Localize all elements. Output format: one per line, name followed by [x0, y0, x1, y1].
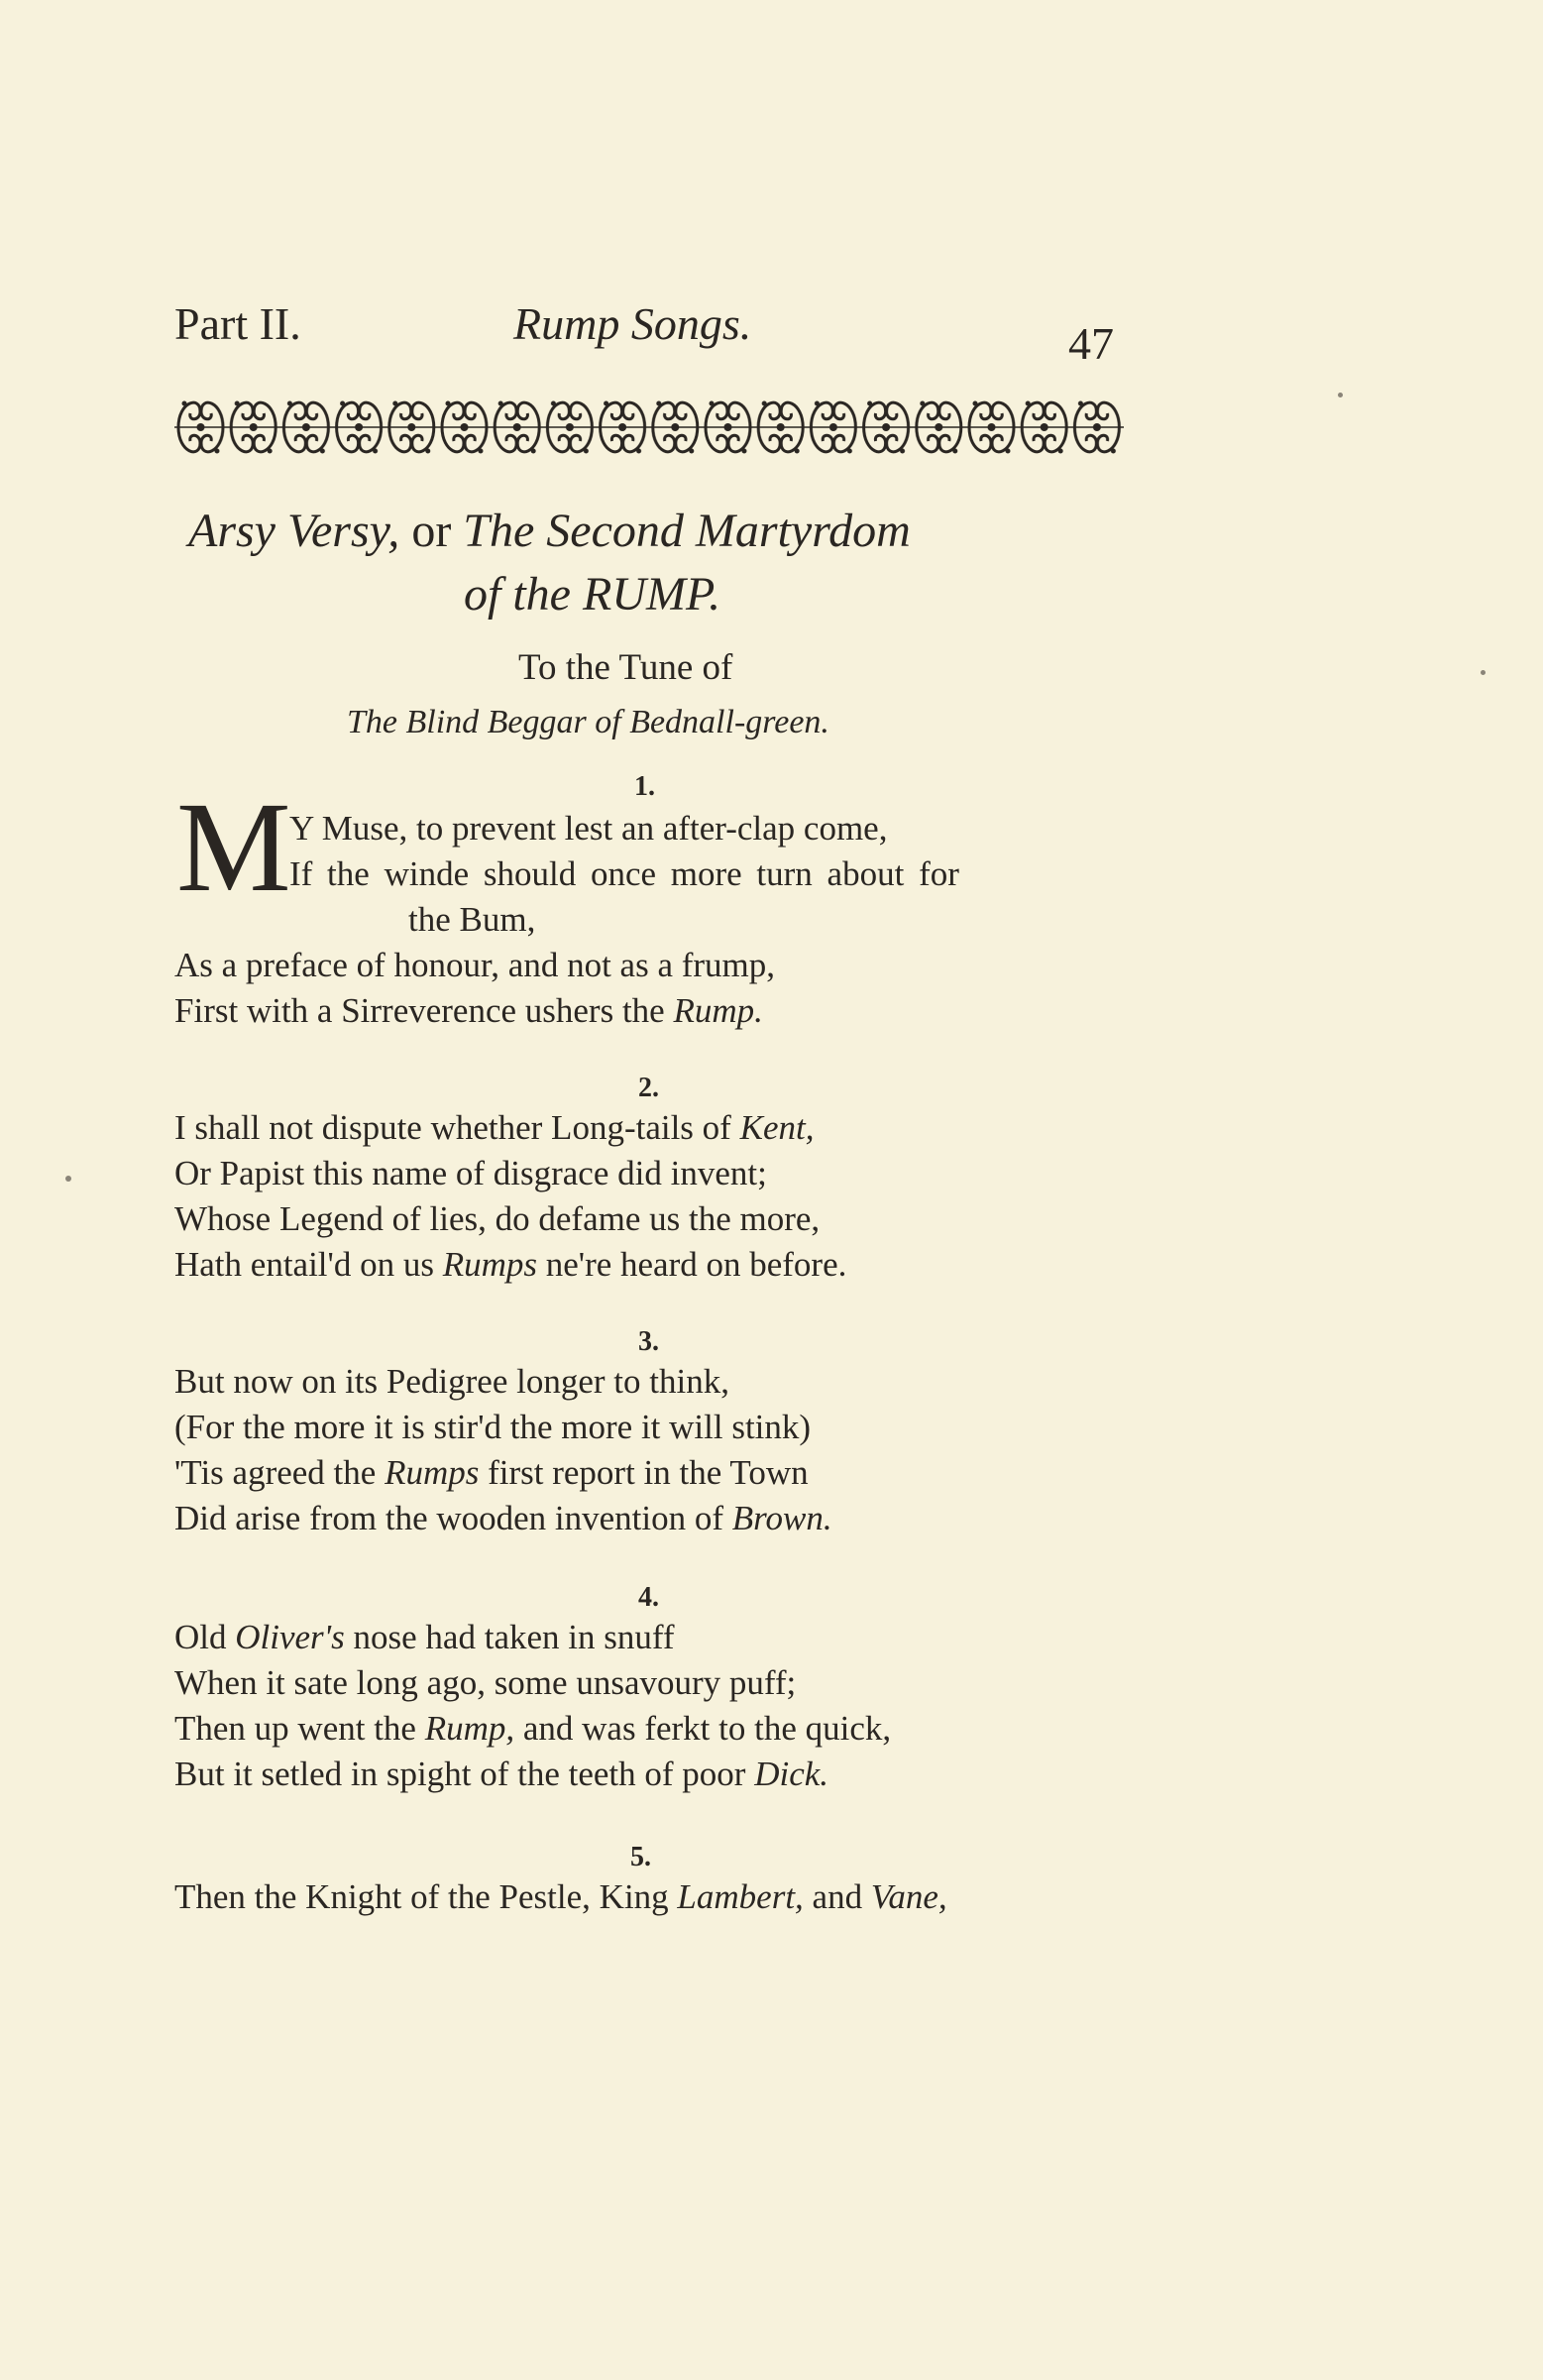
stanza-line: Y Muse, to prevent lest an after-clap come, [289, 809, 888, 848]
paper-speck [1338, 393, 1343, 397]
stanza-line: Or Papist this name of disgrace did invent; [174, 1154, 767, 1192]
drop-cap: M [176, 776, 291, 919]
song-title-line-2: of the RUMP. [464, 568, 721, 621]
stanza-line: 'Tis agreed the Rumps first report in the Town [174, 1453, 809, 1492]
stanza-line: I shall not dispute whether Long-tails of Kent, [174, 1108, 815, 1147]
stanza-line: Then the Knight of the Pestle, King Lambert, and Vane, [174, 1877, 947, 1916]
title-or: or [399, 505, 464, 557]
title-second-martyrdom: The Second Martyrdom [463, 505, 911, 557]
title-arsy-versy: Arsy Versy, [188, 505, 400, 557]
stanza-line: Old Oliver's nose had taken in snuff [174, 1618, 675, 1656]
stanza-line: If the winde should once more turn about for [289, 854, 959, 893]
stanza-number: 5. [630, 1842, 651, 1872]
paper-speck [65, 1176, 71, 1182]
stanza-line: First with a Sirreverence ushers the Rump. [174, 991, 763, 1030]
stanza-number: 1. [634, 771, 655, 802]
stanza-line: Hath entail'd on us Rumps ne're heard on before. [174, 1245, 847, 1284]
stanza-line: Did arise from the wooden invention of Brown. [174, 1499, 832, 1537]
stanza-line: When it sate long ago, some unsavoury puff; [174, 1663, 797, 1702]
stanza-line: But it setled in spight of the teeth of poor Dick. [174, 1755, 829, 1793]
tune-label: To the Tune of [518, 647, 733, 688]
stanza-line: As a preface of honour, and not as a frump, [174, 946, 776, 984]
page-number: 47 [1068, 318, 1114, 369]
stanza-number: 2. [638, 1073, 659, 1103]
tune-name: The Blind Beggar of Bednall-green. [347, 704, 829, 740]
running-header-part: Part II. [174, 298, 301, 349]
stanza-line: the Bum, [408, 900, 536, 939]
stanza-line: Whose Legend of lies, do defame us the more, [174, 1199, 821, 1238]
stanza-line: Then up went the Rump, and was ferkt to the quick, [174, 1709, 892, 1748]
paper-speck [1481, 670, 1486, 675]
stanza-number: 4. [638, 1582, 659, 1613]
running-header-title: Rump Songs. [513, 298, 752, 349]
song-title-line-1 [188, 504, 911, 558]
stanza-line: (For the more it is stir'd the more it will stink) [174, 1408, 812, 1446]
stanza-line: But now on its Pedigree longer to think, [174, 1362, 729, 1401]
stanza-number: 3. [638, 1326, 659, 1357]
ornamental-border-icon [174, 392, 1124, 463]
